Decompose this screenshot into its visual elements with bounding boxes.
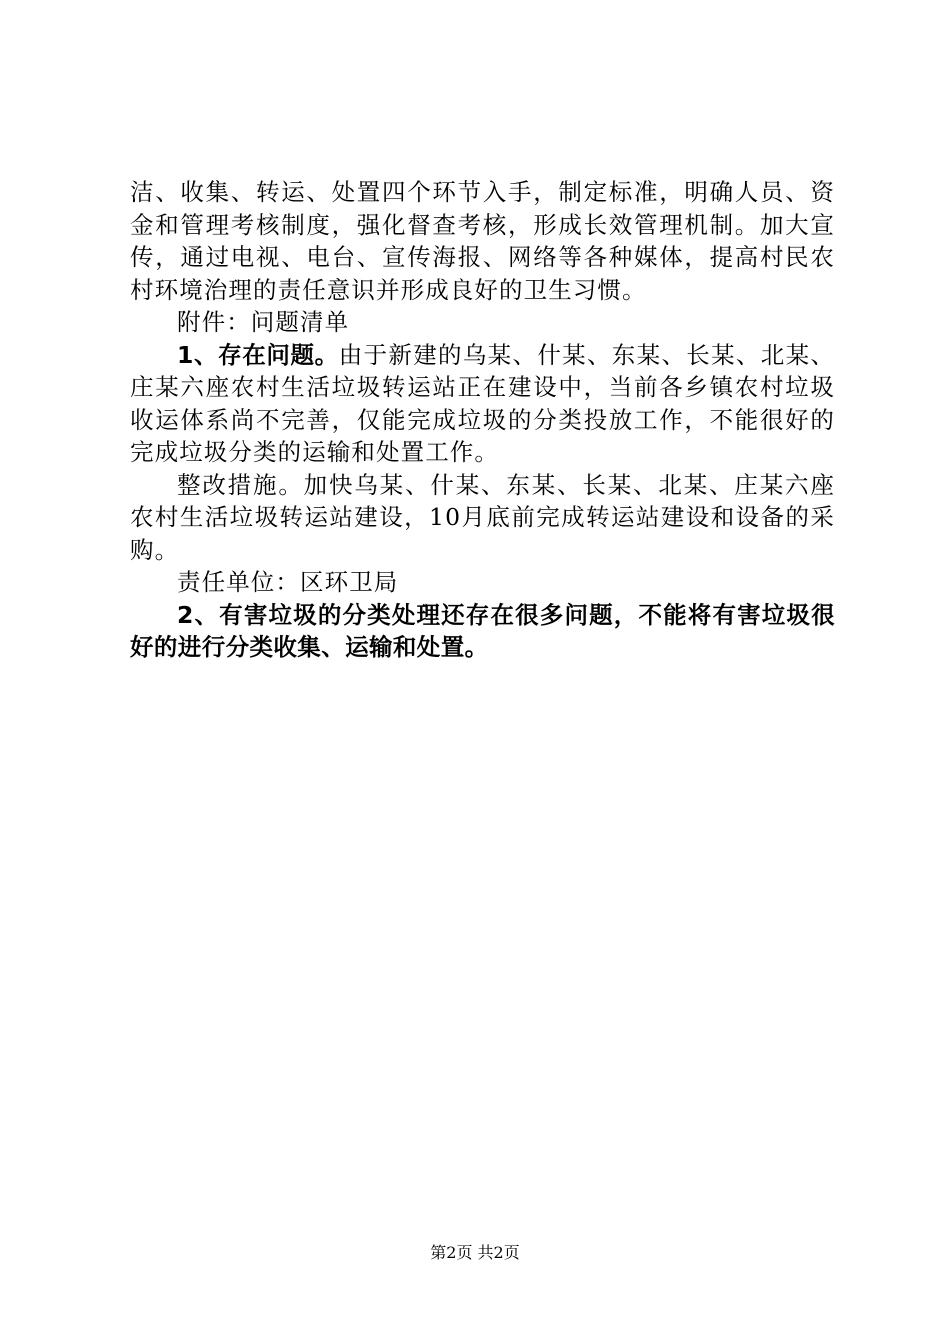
- document-body: [130, 176, 835, 664]
- issue-1-paragraph: [130, 339, 835, 469]
- issue-1-heading: 1、存在问题。: [177, 340, 339, 369]
- issue-1-body: 由于新建的乌某、什某、东某、长某、北某、庄某六座农村生活垃圾转运站正在建设中，当前各乡镇农村垃圾收运体系尚不完善，仅能完成垃圾的分类投放工作，不能很好的完成垃圾分类的运输和处置工作。: [130, 340, 836, 466]
- issue-2-paragraph: 2、有害垃圾的分类处理还存在很多问题，不能将有害垃圾很好的进行分类收集、运输和处置。: [130, 600, 835, 661]
- paragraph-continued: 洁、收集、转运、处置四个环节入手，制定标准，明确人员、资金和管理考核制度，强化督查考核，形成长效管理机制。加大宣传，通过电视、电台、宣传海报、网络等各种媒体，提高村民农村环境治理的责任意识并形成良好的卫生习惯。: [130, 178, 835, 304]
- page-footer: 第2页 共2页: [430, 1243, 520, 1262]
- measures-paragraph: 整改措施。加快乌某、什某、东某、长某、北某、庄某六座农村生活垃圾转运站建设，10月底前完成转运站建设和设备的采购。: [130, 470, 835, 564]
- responsible-unit: 责任单位：区环卫局: [177, 568, 399, 596]
- attachment-label: 附件：问题清单: [177, 308, 350, 336]
